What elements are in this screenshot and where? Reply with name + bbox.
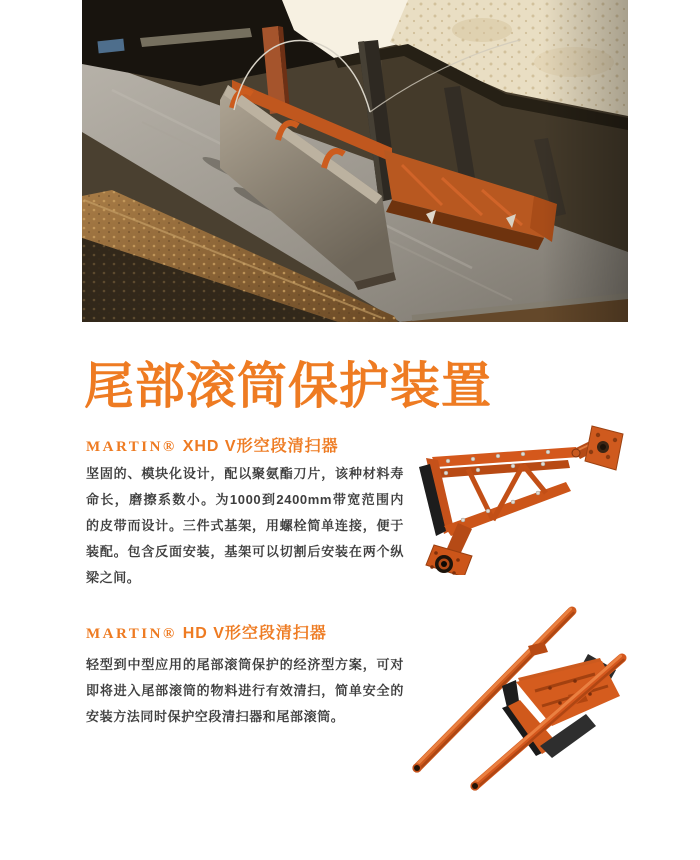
product-model: HD V形空段清扫器	[182, 625, 327, 642]
brand-logo: MARTIN®	[86, 626, 177, 642]
product-model: XHD V形空段清扫器	[182, 438, 339, 455]
hd-v-plow-image	[390, 598, 640, 803]
xhd-v-plow-image	[418, 425, 628, 575]
page-title: 尾部滚筒保护装置	[84, 358, 492, 414]
section-heading-hd	[86, 620, 327, 643]
section-body-xhd: 坚固的、模块化设计，配以聚氨酯刀片，该种材料寿命长，磨擦系数小。为1000到2400mm带宽范围内的皮带而设计。三件式基架，用螺栓简单连接，便于装配。包含反面安装，基架可以切割后安装在两个纵梁之间。	[86, 466, 404, 585]
brand-logo: MARTIN®	[86, 439, 177, 455]
section-body-hd: 轻型到中型应用的尾部滚筒保护的经济型方案，可对即将进入尾部滚筒的物料进行有效清扫，简单安全的安装方法同时保护空段清扫器和尾部滚筒。	[86, 657, 404, 724]
section-heading-xhd	[86, 433, 339, 456]
conveyor-tail-pulley-photo	[82, 0, 628, 322]
hero-photo	[82, 0, 628, 322]
